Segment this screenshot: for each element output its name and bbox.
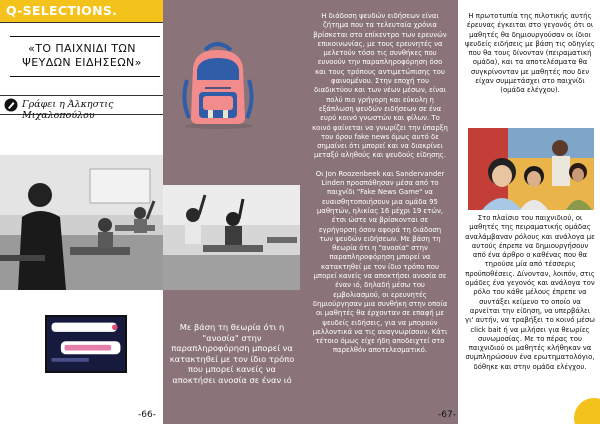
middle-text-column: [312, 12, 448, 356]
right-page: [300, 0, 600, 424]
pen-icon: [4, 98, 18, 112]
classroom-photo-extension: [163, 185, 300, 290]
students-photo: [468, 128, 594, 210]
author-name: Γράφει η Άλκηστις Μιχαλοπούλου: [22, 99, 114, 121]
magazine-title: Q-SELECTIONS.: [6, 3, 118, 18]
backpack-illustration: [175, 40, 260, 130]
title-bottom-divider: [10, 76, 160, 77]
author-byline: [0, 95, 163, 121]
game-screen-thumbnail: [45, 315, 127, 373]
decorative-corner: [574, 398, 600, 424]
pull-quote: Με βάση τη θεωρία ότι η "ανοσία" στην παραπληροφόρηση μπορεί να κατακτηθεί με τον ίδιο τρόπο που μπορεί κανείς να αποκτήσει ανοσία σε έναν ιό: [169, 322, 295, 385]
title-top-divider: [10, 36, 160, 37]
page-number: -66-: [138, 410, 156, 420]
right-text-top: Η πρωτοτυπία της πιλοτικής αυτής έρευνας έγκειται στο γεγονός ότι οι μαθητές θα δημιουργούσαν οι ίδιοι ψευδείς ειδήσεις με βάση τις οδηγίες που θα τους δίνονταν (πειραματική ομάδα), και τα αποτελέσματα θα συγκρίνονταν με μαθητές που δεν είχαν συμμετάσχει στο παιχνίδι (ομάδα ελέγχου).: [465, 12, 595, 95]
classroom-photo: [0, 155, 163, 290]
page-number: -67-: [438, 410, 456, 420]
magazine-header: [0, 0, 163, 22]
article-title: «ΤΟ ΠΑΙΧΝΙΔΙ ΤΩΝ ΨΕΥΔΩΝ ΕΙΔΗΣΕΩΝ»: [22, 42, 142, 69]
paragraph: Οι Jon Roozenbeek και Sandervander Linden προσπάθησαν μέσα από το παιχνίδι "Fake News Game" να ευαισθητοποιήσουν μια ομάδα 95 μαθητών, ηλικίας 16 μέχρι 19 ετών, έτσι ώστε να βρίσκονται σε εγρήγορση όσον αφορά τη διάδοση των ψευδών ειδήσεων. Με βάση τη θεωρία ότι η "ανοσία" στην παραπληροφόρηση μπορεί να κατακτηθεί με τον ίδιο τρόπο που μπορεί κανείς να αποκτήσει ανοσία σε έναν ιό, δηλαδή μέσω του εμβολιασμού, οι ερευνητές δημιούργησαν μια συνθήκη στην οποία οι μαθητές θα έρχονταν σε επαφή με ψευδείς ειδήσεις, για να μπορούν μελλοντικά να τις αναγνωρίσουν. Κάτι τέτοιο όμως είχε ήδη αποδειχτεί στο παρελθόν αποτελεσματικό.: [312, 169, 448, 355]
header-divider: [0, 22, 163, 23]
right-text-bottom: Στο πλαίσιο του παιχνιδιού, οι μαθητές της πειραματικής ομάδας αναλάμβαναν ρόλους και ανάλογα με αυτούς έπρεπε να δημιουργήσουν από ένα άρθρο ο καθένας που θα τηρούσε μία από τέσσερις προϋποθέσεις. Δίνονταν, λοιπόν, στις ομάδες ένα γεγονός και ανάλογα τον ρόλο του κάθε μέλους έπρεπε να συντάξει κείμενο το οποίο να αρνείται την είδηση, να υπερβάλει γι' αυτήν, να τραβήξει το κοινό μέσω click bait ή να μιλήσει για θεωρίες συνωμοσίας. Με το πέρας του παιχνιδιού οι μαθητές κλήθηκαν να συμπληρώσουν ένα ερωτηματολόγιο, δόθηκε και στην ομάδα ελέγχου.: [465, 214, 595, 371]
paragraph: Η διάδοση ψευδών ειδήσεων είναι ζήτημα που τα τελευταία χρόνια βρίσκεται στο επίκεντρο των ερευνών επικοινωνίας, με τους ερευνητές να μελετούν τόσο τις συνθήκες που ευνοούν την παραπληροφόρηση όσο και τους τρόπους αντιμετώπισης του φαινομένου. Στην εποχή του διαδικτύου και των νέων μέσων, είναι πολύ πιο γρήγορη και εύκολη η εξάπλωση ψευδών ειδήσεων σε ένα ευρύ κοινό γνωστών και φίλων. Το κοινό φαίνεται να γνωρίζει την ύπαρξη του όρου fake news όμως αυτό δε σημαίνει ότι μπορεί και να διακρίνει μεταξύ αληθούς και ψευδούς είδησης.: [312, 12, 448, 160]
